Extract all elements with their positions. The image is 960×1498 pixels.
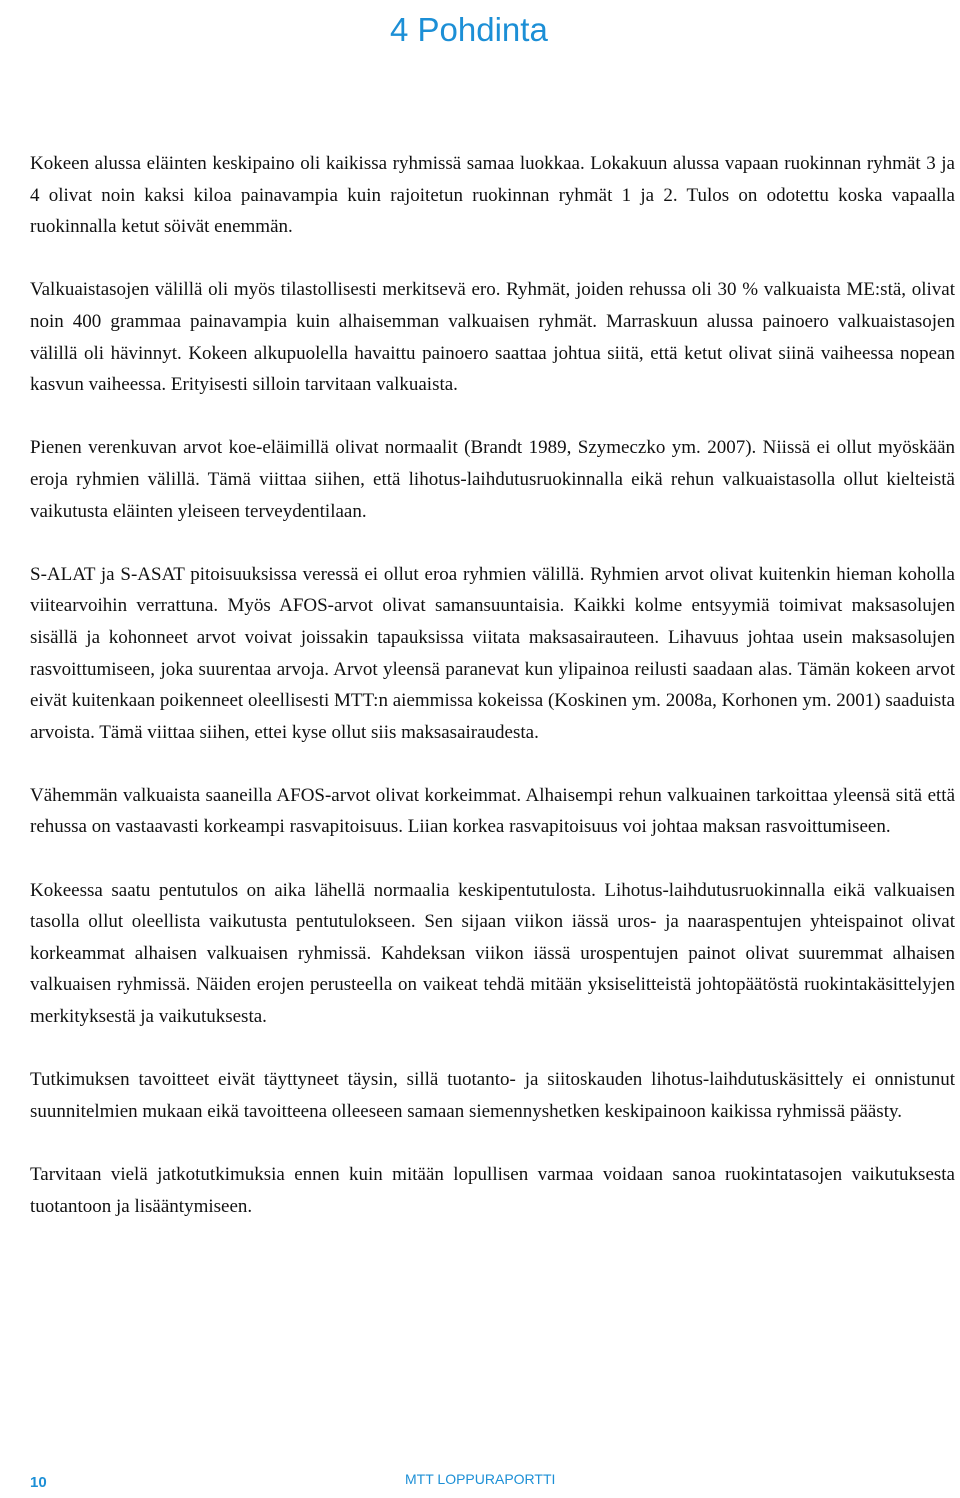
paragraph-litter-results: Kokeessa saatu pentutulos on aika lähellä normaalia keskipentutulosta. Lihotus-laihdutusruokinnalla eikä valkuaisen tasolla ollut oleellista vaikutusta pentutulokseen. Sen sijaan viikon iässä uros- ja naaraspentujen yhteispainot olivat korkeammat alhaisen valkuaisen ryhmissä. Kahdeksan viikon iässä urospentujen painot olivat suuremmat alhaisen valkuaisen ryhmissä. Näiden erojen perusteella on vaikeat tehdä mitään yksiselitteistä johtopäätöstä ruokintakäsittelyjen merkityksestä ja vaikutuksesta. — [30, 879, 955, 1028]
footer-report-title: MTT LOPPURAPORTTI — [405, 1471, 556, 1487]
paragraph-afos-values: Vähemmän valkuaista saaneilla AFOS-arvot olivat korkeimmat. Alhaisempi rehun valkuainen tarkoittaa yleensä sitä että rehussa on vastaavasti korkeampi rasvapitoisuus. Liian korkea rasvapitoisuus voi johtaa maksan rasvoittumiseen. — [30, 784, 955, 838]
paragraph-liver-enzymes: S-ALAT ja S-ASAT pitoisuuksissa veressä ei ollut eroa ryhmien välillä. Ryhmien arvot olivat kuitenkin hieman koholla viitearvoihin verrattuna. Myös AFOS-arvot olivat samansuuntaisia. Kaikki kolme entsyymiä toimivat maksasolujen sisällä ja kohonneet arvot voivat joissakin tapauksissa viitata maksasairauteen. Lihavuus johtaa usein maksasolujen rasvoittumiseen, joka suurentaa arvoja. Arvot yleensä paranevat kun ylipainoa reilusti saadaan alas. Tämän kokeen arvot eivät kuitenkaan poikenneet oleellisesti MTT:n aiemmissa kokeissa (Koskinen ym. 2008a, Korhonen ym. 2001) saaduista arvoista. Tämä viittaa siihen, ettei kyse ollut siis maksasairaudesta. — [30, 563, 955, 743]
document-body — [30, 148, 955, 1222]
paragraph-protein-levels: Valkuaistasojen välillä oli myös tilastollisesti merkitsevä ero. Ryhmät, joiden rehussa oli 30 % valkuaista ME:stä, olivat noin 400 grammaa painavampia kuin alhaisemman valkuaisen ryhmät. Marraskuun alussa painoero valkuaistasojen välillä oli hävinnyt. Kokeen alkupuolella havaittu painoero saattaa johtua siitä, että ketut olivat siinä vaiheessa nopean kasvun vaiheessa. Erityisesti silloin tarvitaan valkuaista. — [30, 279, 955, 396]
paragraph-further-research: Tarvitaan vielä jatkotutkimuksia ennen kuin mitään lopullisen varmaa voidaan sanoa ruokintatasojen vaikutuksesta tuotantoon ja lisääntymiseen. — [30, 1164, 955, 1217]
paragraph-body-weight: Kokeen alussa eläinten keskipaino oli kaikissa ryhmissä samaa luokkaa. Lokakuun alussa vapaan ruokinnan ryhmät 3 ja 4 olivat noin kaksi kiloa painavampia kuin rajoitetun ruokinnan ryhmät 1 ja 2. Tulos on odotettu koska vapaalla ruokinnalla ketut söivät enemmän. — [30, 153, 955, 238]
footer-page-number: 10 — [30, 1474, 47, 1491]
paragraph-blood-count: Pienen verenkuvan arvot koe-eläimillä olivat normaalit (Brandt 1989, Szymeczko ym. 2007). Niissä ei ollut myöskään eroja ryhmien välillä. Tämä viittaa siihen, että lihotus-laihdutusruokinnalla eikä rehun valkuaistasolla ollut kielteistä vaikutusta eläinten yleiseen terveydentilaan. — [30, 437, 955, 522]
page-title: 4 Pohdinta — [390, 11, 548, 48]
paragraph-study-goals: Tutkimuksen tavoitteet eivät täyttyneet täysin, sillä tuotanto- ja siitoskauden lihotus-laihdutuskäsittely ei onnistunut suunnitelmien mukaan eikä tavoitteena olleeseen samaan siemennyshetken keskipainoon kaikissa ryhmissä päästy. — [30, 1069, 955, 1122]
